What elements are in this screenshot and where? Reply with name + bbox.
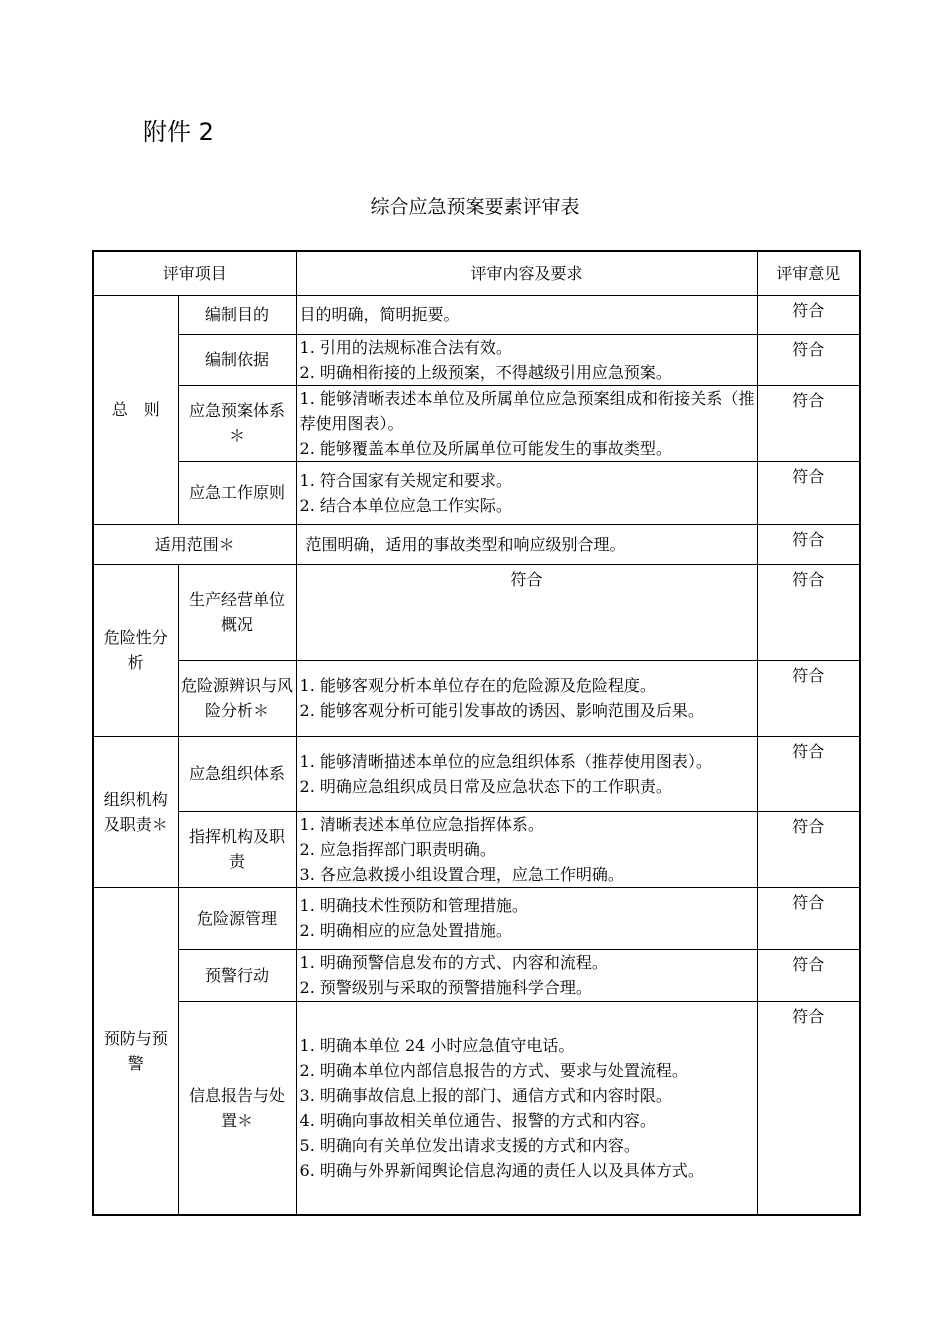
content-line: 目的明确，简明扼要。 bbox=[299, 305, 460, 324]
table-row bbox=[93, 461, 860, 524]
review-table bbox=[92, 250, 861, 1216]
content-line: 4. 明确向事故相关单位通告、报警的方式和内容。 bbox=[299, 1110, 656, 1130]
row-opinion: 符合 bbox=[757, 385, 860, 461]
row-content bbox=[296, 736, 757, 811]
content-line: 3. 各应急救援小组设置合理，应急工作明确。 bbox=[299, 864, 624, 884]
row-opinion: 符合 bbox=[757, 524, 860, 564]
row-item: 应急预案体系＊ bbox=[178, 385, 296, 461]
row-opinion: 符合 bbox=[757, 334, 860, 385]
content-line: 2. 预警级别与采取的预警措施科学合理。 bbox=[299, 978, 592, 997]
content-line: 2. 明确应急组织成员日常及应急状态下的工作职责。 bbox=[299, 776, 672, 796]
content-line: 2. 明确相应的应急处置措施。 bbox=[299, 921, 512, 940]
header-item: 评审项目 bbox=[93, 251, 296, 295]
table-row bbox=[93, 736, 860, 811]
row-content bbox=[296, 887, 757, 949]
row-item: 危险源辨识与风险分析＊ bbox=[178, 660, 296, 736]
table-row bbox=[93, 811, 860, 887]
content-line: 1. 能够清晰描述本单位的应急组织体系（推荐使用图表）。 bbox=[299, 751, 712, 771]
row-content bbox=[296, 1001, 757, 1215]
row-item: 应急工作原则 bbox=[178, 461, 296, 524]
content-line: 2. 结合本单位应急工作实际。 bbox=[299, 495, 512, 515]
content-line: 2. 能够覆盖本单位及所属单位可能发生的事故类型。 bbox=[299, 438, 672, 458]
row-content bbox=[296, 295, 757, 334]
content-line: 5. 明确向有关单位发出请求支援的方式和内容。 bbox=[299, 1135, 640, 1155]
row-opinion: 符合 bbox=[757, 736, 860, 811]
row-item: 应急组织体系 bbox=[178, 736, 296, 811]
content-line: 6. 明确与外界新闻舆论信息沟通的责任人以及具体方式。 bbox=[299, 1160, 704, 1180]
table-row bbox=[93, 334, 860, 385]
group-organization-label: 组织机构及职责＊ bbox=[93, 736, 178, 887]
row-item: 信息报告与处置＊ bbox=[178, 1001, 296, 1215]
content-line: 1. 明确技术性预防和管理措施。 bbox=[299, 896, 528, 915]
row-opinion: 符合 bbox=[757, 949, 860, 1001]
row-opinion: 符合 bbox=[757, 811, 860, 887]
content-line: 2. 明确本单位内部信息报告的方式、要求与处置流程。 bbox=[299, 1060, 688, 1080]
group-scope-label: 适用范围＊ bbox=[93, 524, 296, 564]
content-line: 1. 符合国家有关规定和要求。 bbox=[299, 470, 512, 490]
row-content bbox=[296, 564, 757, 660]
content-line: 1. 引用的法规标准合法有效。 bbox=[299, 337, 512, 357]
row-item: 危险源管理 bbox=[178, 887, 296, 949]
table-row bbox=[93, 295, 860, 334]
row-opinion: 符合 bbox=[757, 295, 860, 334]
attachment-label: 附件 2 bbox=[143, 118, 214, 146]
content-line: 1. 明确预警信息发布的方式、内容和流程。 bbox=[299, 953, 608, 972]
content-line: 3. 明确事故信息上报的部门、通信方式和内容时限。 bbox=[299, 1085, 672, 1105]
row-item: 编制依据 bbox=[178, 334, 296, 385]
row-item: 编制目的 bbox=[178, 295, 296, 334]
table-row bbox=[93, 1001, 860, 1215]
content-line: 2. 能够客观分析可能引发事故的诱因、影响范围及后果。 bbox=[299, 701, 704, 720]
row-item: 生产经营单位概况 bbox=[178, 564, 296, 660]
row-item: 指挥机构及职责 bbox=[178, 811, 296, 887]
row-content bbox=[296, 461, 757, 524]
content-line: 2. 明确相衔接的上级预案，不得越级引用应急预案。 bbox=[299, 362, 672, 382]
page-title: 综合应急预案要素评审表 bbox=[370, 196, 580, 218]
group-hazard-label: 危险性分析 bbox=[93, 564, 178, 736]
group-general-label: 总 则 bbox=[93, 295, 178, 524]
content-line: 1. 明确本单位 24 小时应急值守电话。 bbox=[299, 1035, 575, 1055]
table-row bbox=[93, 524, 860, 564]
table-row bbox=[93, 887, 860, 949]
table-row bbox=[93, 385, 860, 461]
table-header-row bbox=[93, 251, 860, 295]
row-item: 预警行动 bbox=[178, 949, 296, 1001]
table-row bbox=[93, 660, 860, 736]
content-line: 符合 bbox=[510, 569, 543, 589]
content-line: 1. 清晰表述本单位应急指挥体系。 bbox=[299, 814, 544, 834]
row-opinion: 符合 bbox=[757, 887, 860, 949]
row-content bbox=[296, 334, 757, 385]
row-content bbox=[296, 524, 757, 564]
header-content: 评审内容及要求 bbox=[296, 251, 757, 295]
row-opinion: 符合 bbox=[757, 660, 860, 736]
content-line: 1. 能够清晰表述本单位及所属单位应急预案组成和衔接关系（推荐使用图表）。 bbox=[299, 388, 755, 433]
row-opinion: 符合 bbox=[757, 1001, 860, 1215]
table-row bbox=[93, 949, 860, 1001]
row-content bbox=[296, 385, 757, 461]
row-content bbox=[296, 949, 757, 1001]
row-content bbox=[296, 660, 757, 736]
content-line: 范围明确，适用的事故类型和响应级别合理。 bbox=[305, 534, 626, 554]
table-row bbox=[93, 564, 860, 660]
header-opinion: 评审意见 bbox=[757, 251, 860, 295]
group-prevention-label: 预防与预警 bbox=[93, 887, 178, 1215]
row-opinion: 符合 bbox=[757, 564, 860, 660]
row-content bbox=[296, 811, 757, 887]
row-opinion: 符合 bbox=[757, 461, 860, 524]
content-line: 1. 能够客观分析本单位存在的危险源及危险程度。 bbox=[299, 676, 656, 695]
content-line: 2. 应急指挥部门职责明确。 bbox=[299, 839, 496, 859]
